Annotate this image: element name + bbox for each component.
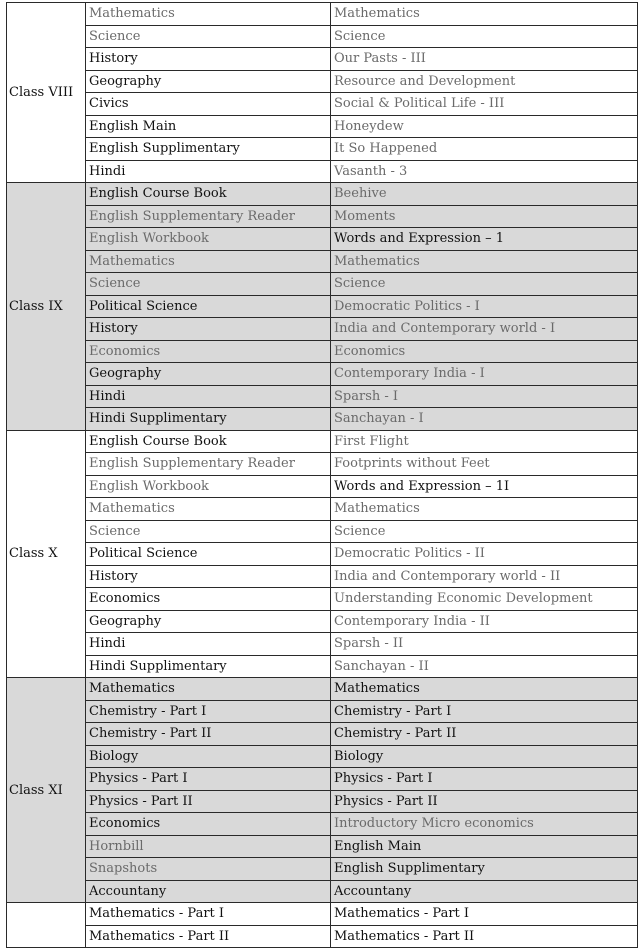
book-title-cell: Mathematics <box>331 498 638 521</box>
subject-cell: English Course Book <box>86 430 331 453</box>
table-row <box>7 183 638 206</box>
table-row <box>7 430 638 453</box>
subject-cell: English Main <box>86 115 331 138</box>
table-row <box>7 745 638 768</box>
subject-cell: Economics <box>86 588 331 611</box>
table-row <box>7 880 638 903</box>
book-title-cell: Words and Expression – 1 <box>331 228 638 251</box>
book-title-cell: Sanchayan - I <box>331 408 638 431</box>
book-title-cell: Democratic Politics - I <box>331 295 638 318</box>
table-row <box>7 835 638 858</box>
book-title-cell: Science <box>331 520 638 543</box>
table-row <box>7 925 638 948</box>
table-row <box>7 93 638 116</box>
subject-cell: Hindi <box>86 385 331 408</box>
book-title-cell: Mathematics - Part II <box>331 925 638 948</box>
table-row <box>7 363 638 386</box>
class-label-cell: Class VIII <box>7 3 86 183</box>
book-title-cell: Chemistry - Part II <box>331 723 638 746</box>
book-title-cell: Our Pasts - III <box>331 48 638 71</box>
book-title-cell: Mathematics - Part I <box>331 903 638 926</box>
book-title-cell: Resource and Development <box>331 70 638 93</box>
subject-cell: Chemistry - Part II <box>86 723 331 746</box>
subject-cell: English Supplimentary <box>86 138 331 161</box>
subject-cell: English Supplementary Reader <box>86 205 331 228</box>
book-title-cell: First Flight <box>331 430 638 453</box>
subject-cell: English Workbook <box>86 475 331 498</box>
table-row <box>7 813 638 836</box>
book-title-cell: English Main <box>331 835 638 858</box>
subject-cell: Hindi Supplimentary <box>86 408 331 431</box>
table-row <box>7 655 638 678</box>
table-row <box>7 678 638 701</box>
subject-cell: Geography <box>86 610 331 633</box>
book-title-cell: Economics <box>331 340 638 363</box>
textbook-table <box>6 2 638 948</box>
book-title-cell: Mathematics <box>331 678 638 701</box>
subject-cell: Mathematics <box>86 498 331 521</box>
subject-cell: Biology <box>86 745 331 768</box>
subject-cell: English Course Book <box>86 183 331 206</box>
subject-cell: Economics <box>86 340 331 363</box>
subject-cell: Hindi <box>86 160 331 183</box>
book-title-cell: India and Contemporary world - I <box>331 318 638 341</box>
book-title-cell: Honeydew <box>331 115 638 138</box>
book-title-cell: India and Contemporary world - II <box>331 565 638 588</box>
table-row <box>7 790 638 813</box>
table-body <box>7 3 638 948</box>
subject-cell: Mathematics <box>86 250 331 273</box>
table-row <box>7 475 638 498</box>
table-row <box>7 70 638 93</box>
table-row <box>7 48 638 71</box>
book-title-cell: Introductory Micro economics <box>331 813 638 836</box>
table-row <box>7 723 638 746</box>
subject-cell: Chemistry - Part I <box>86 700 331 723</box>
subject-cell: Geography <box>86 363 331 386</box>
book-title-cell: Physics - Part I <box>331 768 638 791</box>
subject-cell: Economics <box>86 813 331 836</box>
book-title-cell: Sparsh - II <box>331 633 638 656</box>
table-row <box>7 520 638 543</box>
book-title-cell: Science <box>331 25 638 48</box>
book-title-cell: Biology <box>331 745 638 768</box>
subject-cell: Civics <box>86 93 331 116</box>
book-title-cell: Mathematics <box>331 250 638 273</box>
book-title-cell: Democratic Politics - II <box>331 543 638 566</box>
subject-cell: Hindi Supplimentary <box>86 655 331 678</box>
subject-cell: Hornbill <box>86 835 331 858</box>
table-row <box>7 543 638 566</box>
table-row <box>7 115 638 138</box>
book-title-cell: English Supplimentary <box>331 858 638 881</box>
book-title-cell: Contemporary India - II <box>331 610 638 633</box>
subject-cell: Mathematics <box>86 678 331 701</box>
book-title-cell: Science <box>331 273 638 296</box>
book-title-cell: Vasanth - 3 <box>331 160 638 183</box>
subject-cell: Hindi <box>86 633 331 656</box>
table-row <box>7 385 638 408</box>
book-title-cell: It So Happened <box>331 138 638 161</box>
table-row <box>7 453 638 476</box>
table-row <box>7 25 638 48</box>
book-title-cell: Moments <box>331 205 638 228</box>
subject-cell: Snapshots <box>86 858 331 881</box>
book-title-cell: Accountany <box>331 880 638 903</box>
table-row <box>7 610 638 633</box>
subject-cell: Science <box>86 273 331 296</box>
table-row <box>7 295 638 318</box>
book-title-cell: Social & Political Life - III <box>331 93 638 116</box>
subject-cell: Physics - Part II <box>86 790 331 813</box>
subject-cell: History <box>86 48 331 71</box>
book-title-cell: Physics - Part II <box>331 790 638 813</box>
table-row <box>7 903 638 926</box>
subject-cell: Mathematics <box>86 3 331 26</box>
subject-cell: Accountany <box>86 880 331 903</box>
table-row <box>7 408 638 431</box>
class-label-cell: Class X <box>7 430 86 678</box>
subject-cell: History <box>86 565 331 588</box>
book-title-cell: Understanding Economic Development <box>331 588 638 611</box>
table-row <box>7 565 638 588</box>
book-title-cell: Mathematics <box>331 3 638 26</box>
table-row <box>7 858 638 881</box>
table-row <box>7 768 638 791</box>
book-title-cell: Sanchayan - II <box>331 655 638 678</box>
subject-cell: Physics - Part I <box>86 768 331 791</box>
subject-cell: Political Science <box>86 543 331 566</box>
book-title-cell: Words and Expression – 1I <box>331 475 638 498</box>
subject-cell: Science <box>86 520 331 543</box>
table-row <box>7 250 638 273</box>
table-row <box>7 205 638 228</box>
table-row <box>7 160 638 183</box>
table-row <box>7 588 638 611</box>
table-row <box>7 498 638 521</box>
class-label-cell <box>7 903 86 948</box>
subject-cell: Mathematics - Part I <box>86 903 331 926</box>
class-label-cell: Class IX <box>7 183 86 431</box>
subject-cell: Science <box>86 25 331 48</box>
book-title-cell: Chemistry - Part I <box>331 700 638 723</box>
book-title-cell: Contemporary India - I <box>331 363 638 386</box>
book-title-cell: Footprints without Feet <box>331 453 638 476</box>
subject-cell: English Workbook <box>86 228 331 251</box>
table-row <box>7 3 638 26</box>
table-row <box>7 228 638 251</box>
subject-cell: English Supplementary Reader <box>86 453 331 476</box>
book-title-cell: Sparsh - I <box>331 385 638 408</box>
subject-cell: History <box>86 318 331 341</box>
table-row <box>7 138 638 161</box>
table-row <box>7 340 638 363</box>
table-row <box>7 633 638 656</box>
table-row <box>7 700 638 723</box>
book-title-cell: Beehive <box>331 183 638 206</box>
subject-cell: Geography <box>86 70 331 93</box>
subject-cell: Mathematics - Part II <box>86 925 331 948</box>
table-row <box>7 273 638 296</box>
class-label-cell: Class XI <box>7 678 86 903</box>
subject-cell: Political Science <box>86 295 331 318</box>
table-row <box>7 318 638 341</box>
